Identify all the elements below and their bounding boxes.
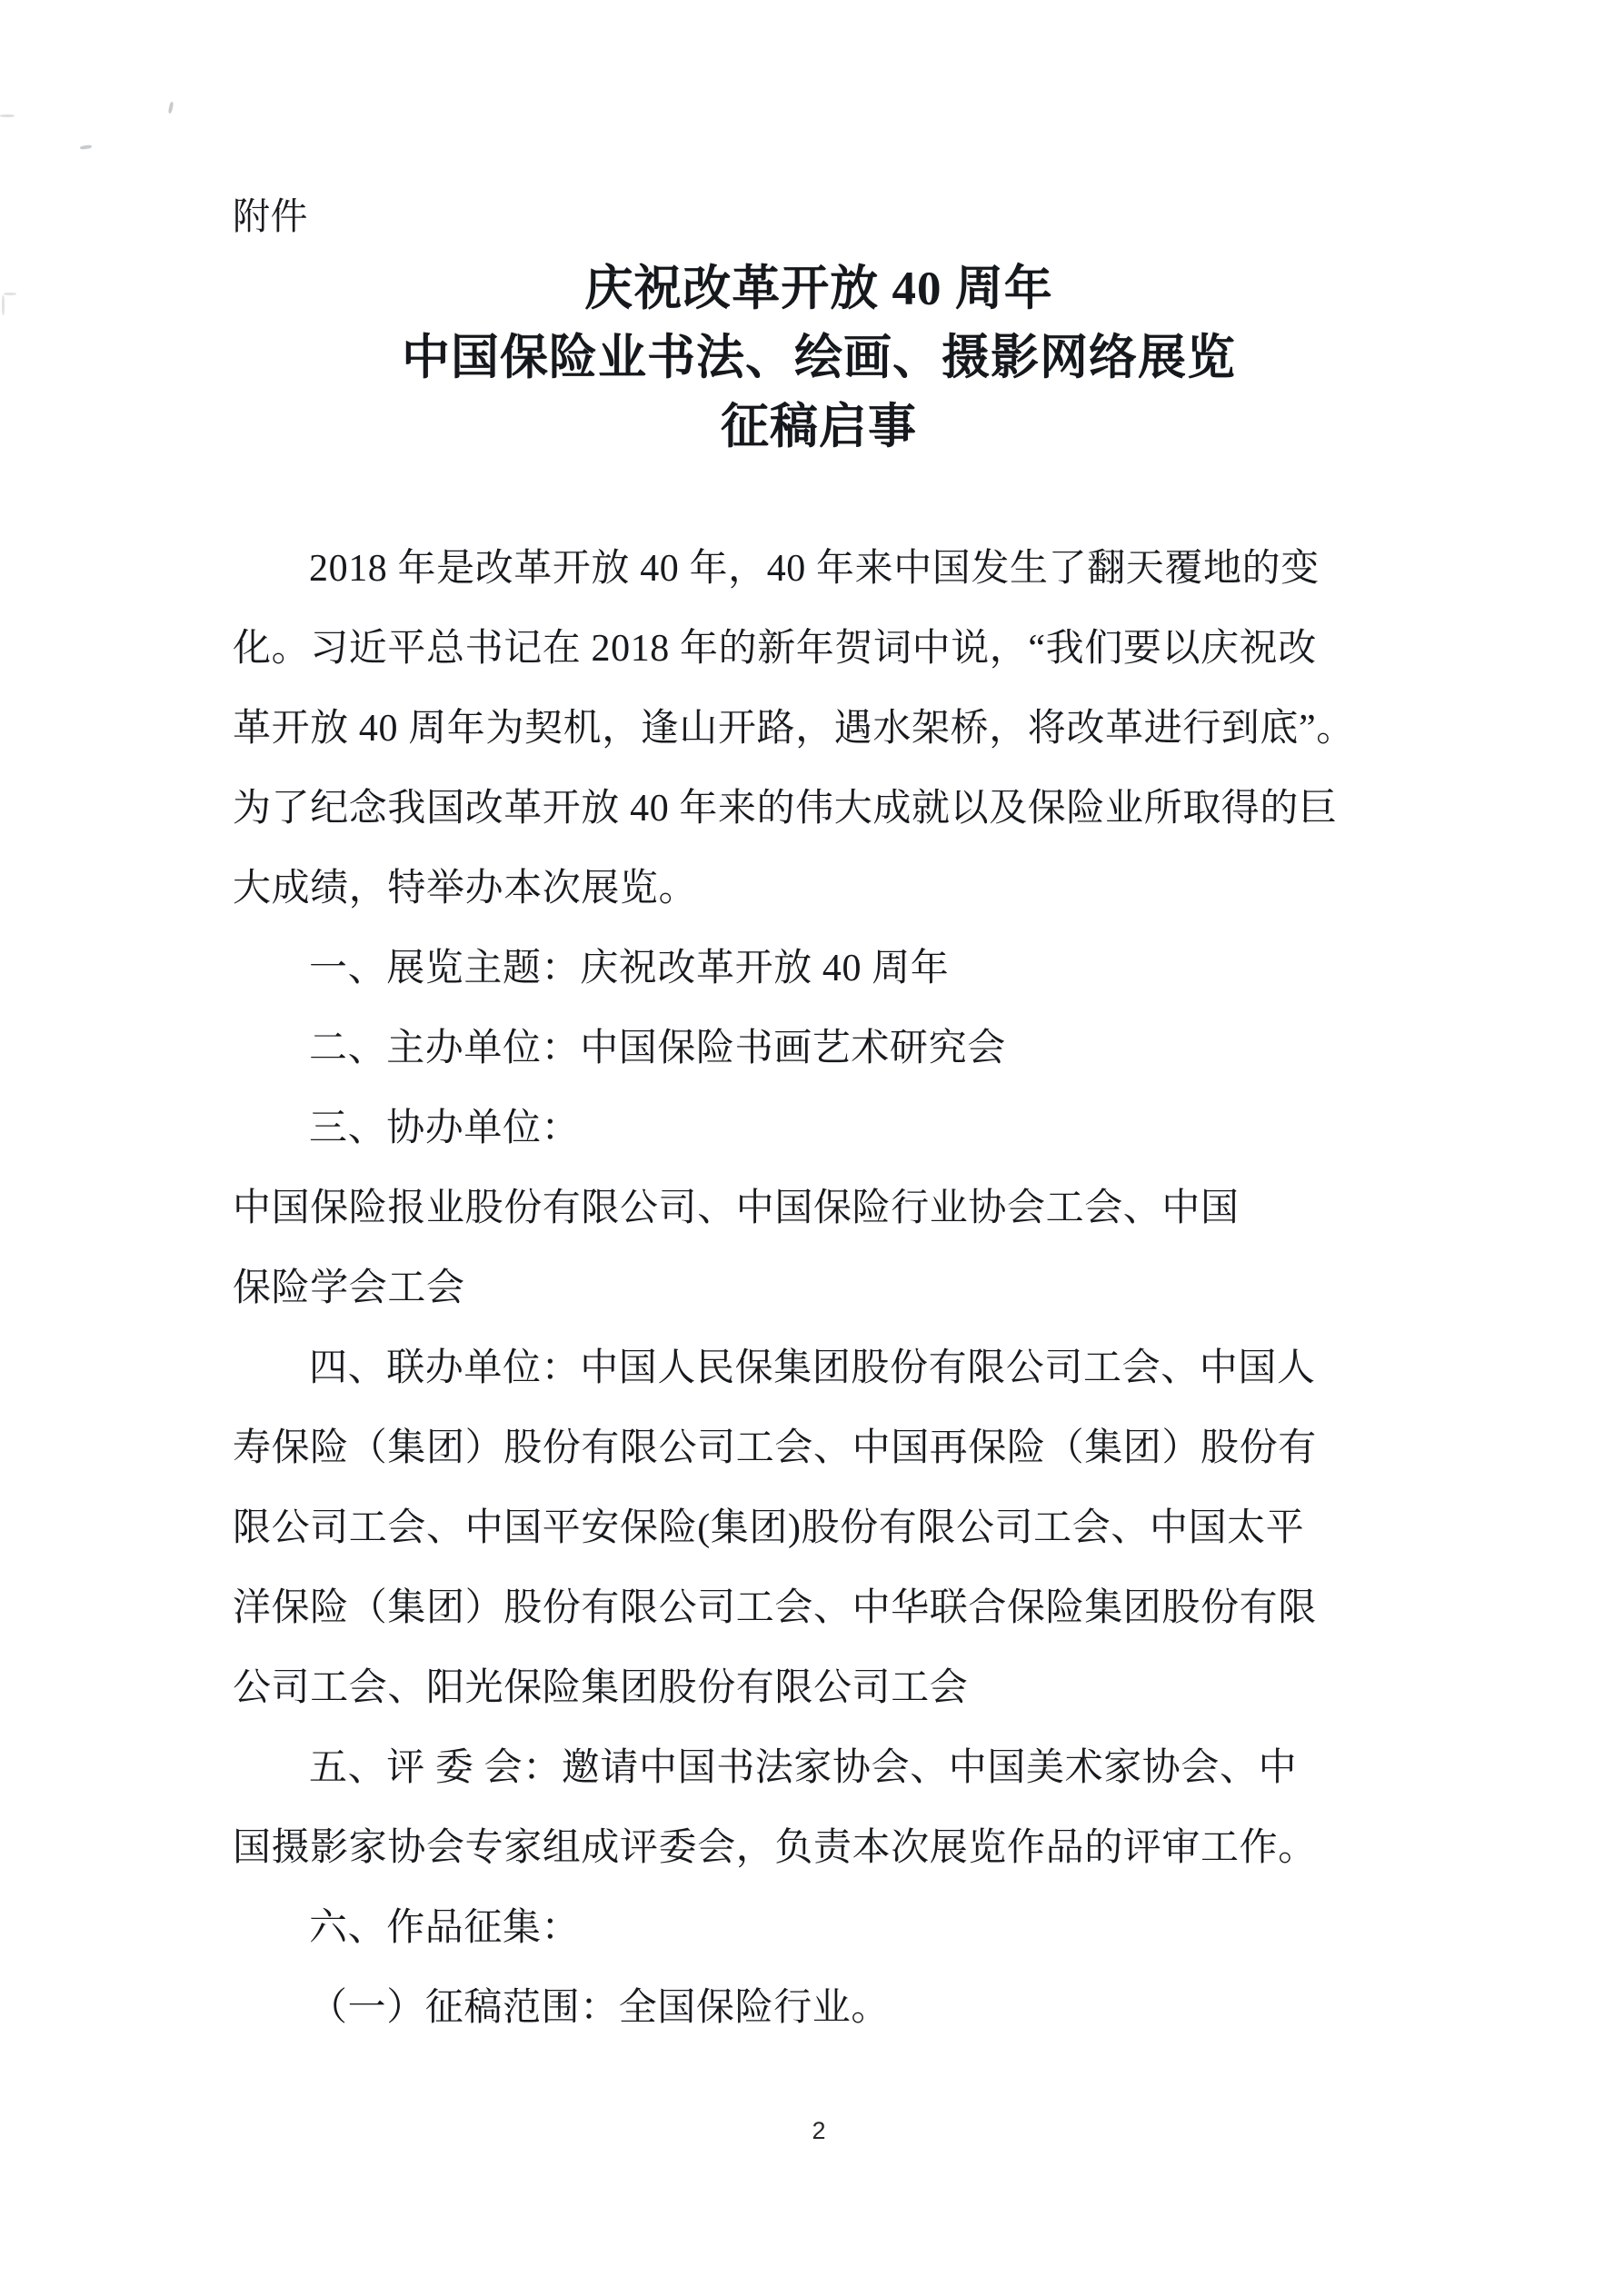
scan-speck bbox=[168, 102, 174, 114]
body-line: 国摄影家协会专家组成评委会，负责本次展览作品的评审工作。 bbox=[233, 1827, 1317, 1869]
scan-speck bbox=[2, 295, 5, 315]
body-line: 为了纪念我国改革开放 40 年来的伟大成就以及保险业所取得的巨 bbox=[233, 788, 1338, 830]
body-line: 二、主办单位：中国保险书画艺术研究会 bbox=[309, 1028, 1006, 1069]
document-title bbox=[233, 254, 1405, 462]
title-line-2: 中国保险业书法、绘画、摄影网络展览 bbox=[402, 332, 1236, 384]
title-line-3: 征稿启事 bbox=[721, 401, 917, 453]
body-line: 大成绩，特举办本次展览。 bbox=[233, 868, 698, 909]
body-line: 限公司工会、中国平安保险(集团)股份有限公司工会、中国太平 bbox=[233, 1507, 1305, 1549]
scan-speck bbox=[0, 114, 15, 117]
scan-speck bbox=[4, 293, 16, 295]
page-number: 2 bbox=[812, 2117, 826, 2144]
body-line: 寿保险（集团）股份有限公司工会、中国再保险（集团）股份有 bbox=[233, 1427, 1317, 1469]
body-line: 革开放 40 周年为契机，逢山开路，遇水架桥，将改革进行到底”。 bbox=[233, 708, 1355, 750]
body-line: 洋保险（集团）股份有限公司工会、中华联合保险集团股份有限 bbox=[233, 1587, 1317, 1629]
attachment-label: 附件 bbox=[233, 195, 308, 237]
body-line: 化。习近平总书记在 2018 年的新年贺词中说，“我们要以庆祝改 bbox=[233, 628, 1317, 670]
body-line: 三、协办单位： bbox=[309, 1108, 581, 1149]
body-line: （一）征稿范围：全国保险行业。 bbox=[309, 1987, 891, 2029]
body-line: 保险学会工会 bbox=[233, 1267, 465, 1309]
scan-speck bbox=[80, 144, 92, 150]
title-line-1: 庆祝改革开放 40 周年 bbox=[584, 263, 1053, 315]
body-line: 公司工会、阳光保险集团股份有限公司工会 bbox=[233, 1667, 969, 1709]
body-line: 五、评 委 会：邀请中国书法家协会、中国美术家协会、中 bbox=[309, 1747, 1298, 1789]
document-body bbox=[233, 529, 1409, 2048]
body-line: 一、展览主题：庆祝改革开放 40 周年 bbox=[309, 948, 950, 989]
body-line: 四、联办单位：中国人民保集团股份有限公司工会、中国人 bbox=[309, 1347, 1316, 1389]
body-line: 2018 年是改革开放 40 年，40 年来中国发生了翻天覆地的变 bbox=[309, 548, 1320, 590]
body-line: 六、作品征集： bbox=[309, 1907, 581, 1949]
body-line: 中国保险报业股份有限公司、中国保险行业协会工会、中国 bbox=[233, 1188, 1240, 1229]
